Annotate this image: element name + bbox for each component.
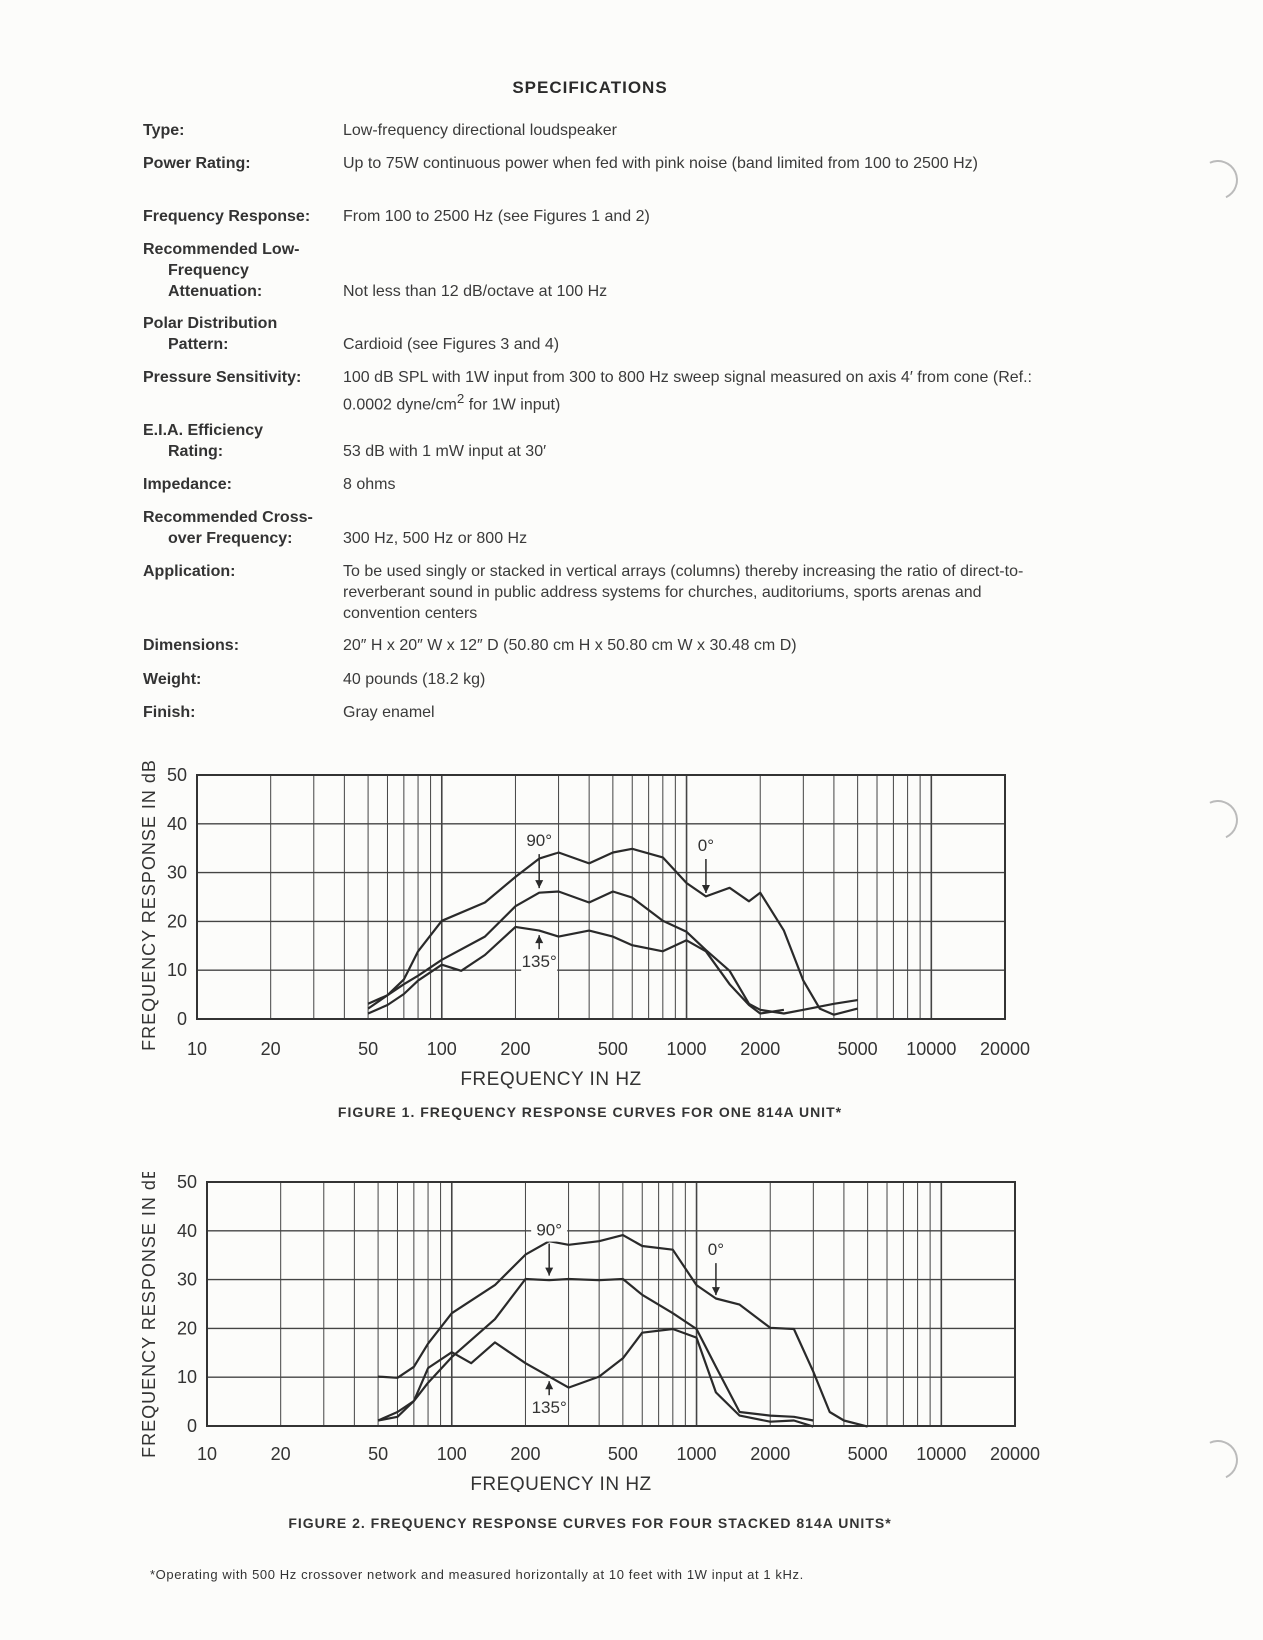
spec-value: 300 Hz, 500 Hz or 800 Hz [343,530,528,547]
x-tick-label: 500 [597,1039,628,1059]
spec-value-text: for 1W input) [464,396,561,414]
figure-1-caption: FIGURE 1. FREQUENCY RESPONSE CURVES FOR ONE 814A UNIT* [337,1104,843,1120]
spec-value: Low-frequency directional loudspeaker [343,122,617,139]
x-tick-label: 10 [186,1039,208,1059]
spec-label: Frequency Response: [143,208,311,225]
spec-label-line: Recommended Low- [143,241,300,258]
figure-1-svg [0,745,1060,1095]
x-tick-label: 1000 [676,1444,717,1464]
x-tick-label: 200 [500,1039,531,1059]
x-tick-label: 100 [436,1444,467,1464]
spec-label-line: Frequency [168,262,249,279]
spec-label-line: E.I.A. Efficiency [143,422,264,439]
spec-value: 8 ohms [343,476,396,493]
spec-label-line: Pattern: [168,336,229,353]
x-tick-label: 100 [426,1039,457,1059]
y-tick-label: 10 [166,960,187,981]
series-line-90deg [378,1279,813,1421]
annotation-arrowhead [545,1268,553,1276]
spec-label-line: Polar Distribution [143,315,278,332]
binder-hole [1192,154,1243,205]
x-tick-label: 50 [358,1039,379,1059]
spec-label: Finish: [143,704,196,721]
spec-label: Weight: [143,671,202,688]
y-axis-label: FREQUENCY RESPONSE IN dB [139,1172,159,1458]
spec-value [343,367,1043,415]
annotation-arrowhead [535,880,543,888]
x-tick-label: 5000 [837,1039,878,1059]
y-tick-label: 10 [176,1367,197,1388]
x-tick-label: 20 [260,1039,281,1059]
spec-label: Dimensions: [143,637,240,654]
x-tick-label: 200 [510,1444,541,1464]
x-tick-label: 2000 [750,1444,791,1464]
page-title: SPECIFICATIONS [512,78,668,97]
x-tick-label: 5000 [847,1444,888,1464]
x-tick-label: 20 [270,1444,291,1464]
spec-label-line: over Frequency: [168,530,293,547]
figure-2-svg [0,1172,1060,1492]
y-tick-label: 30 [166,862,187,883]
y-tick-label: 0 [176,1009,187,1029]
spec-label [143,239,343,302]
x-tick-label: 20000 [979,1039,1031,1059]
x-tick-label: 50 [368,1444,389,1464]
annotation-label: 135° [521,952,557,972]
spec-label [143,507,343,549]
binder-hole [1192,794,1243,845]
y-tick-label: 50 [166,765,187,785]
annotation-arrowhead [702,885,710,893]
spec-value: Up to 75W continuous power when fed with pink noise (band limited from 100 to 2500 Hz) [343,155,979,172]
x-tick-label: 1000 [666,1039,707,1059]
superscript-2: 2 [456,391,465,406]
spec-value: 20″ H x 20″ W x 12″ D (50.80 cm H x 50.80 cm W x 30.48 cm D) [343,637,797,654]
x-axis-label: FREQUENCY IN HZ [470,1474,652,1492]
x-axis-label: FREQUENCY IN HZ [460,1069,642,1090]
annotation-label: 0° [707,1240,725,1260]
spec-value: Not less than 12 dB/octave at 100 Hz [343,283,608,300]
binder-hole [1192,1434,1243,1485]
spec-value: 53 dB with 1 mW input at 30′ [343,443,547,460]
spec-value-text: 100 dB SPL with 1W input from 300 to 800 Hz sweep signal measured on axis 4′ from cone (Ref.: 0.0002 dyne/cm [343,369,1032,414]
spec-label: Type: [143,122,185,139]
y-tick-label: 20 [176,1318,197,1339]
x-tick-label: 10000 [916,1444,967,1464]
spec-label: Power Rating: [143,155,251,172]
spec-label-line: Rating: [168,443,224,460]
x-tick-label: 10000 [906,1039,957,1059]
spec-label-line: Recommended Cross- [143,509,313,526]
x-tick-label: 20000 [989,1444,1041,1464]
annotation-arrowhead [535,935,543,943]
y-tick-label: 0 [186,1416,197,1436]
x-tick-label: 500 [607,1444,638,1464]
annotation-arrowhead [712,1287,720,1295]
figure-2-chart [0,1172,1060,1497]
y-tick-label: 20 [166,911,187,932]
spec-label [143,313,343,355]
x-tick-label: 2000 [740,1039,781,1059]
spec-value: To be used singly or stacked in vertical arrays (columns) thereby increasing the ratio of direct-to-reverberant sound in public address systems for churches, auditoriums, sports arenas and convention centers [343,563,1024,622]
figure-2-caption: FIGURE 2. FREQUENCY RESPONSE CURVES FOR FOUR STACKED 814A UNITS* [288,1515,892,1531]
spec-label: Pressure Sensitivity: [143,369,302,386]
spec-label: Application: [143,563,236,580]
annotation-label: 0° [697,836,715,855]
y-tick-label: 30 [176,1269,197,1290]
y-tick-label: 50 [176,1172,197,1192]
figure-1-chart [0,745,1060,1100]
spec-label-line: Attenuation: [168,283,263,300]
spec-value: Gray enamel [343,704,435,721]
spec-value: 40 pounds (18.2 kg) [343,671,486,688]
spec-label: Impedance: [143,476,232,493]
spec-value: Cardioid (see Figures 3 and 4) [343,336,560,353]
spec-value: From 100 to 2500 Hz (see Figures 1 and 2) [343,208,650,225]
annotation-label: 135° [531,1398,567,1418]
y-tick-label: 40 [176,1220,197,1241]
y-axis-label: FREQUENCY RESPONSE IN dB [139,759,159,1051]
footnote: *Operating with 500 Hz crossover network and measured horizontally at 10 feet with 1W input at 1 kHz. [150,1567,804,1582]
plot-frame [207,1182,1015,1426]
spec-label [143,420,343,462]
x-tick-label: 10 [196,1444,218,1464]
annotation-label: 90° [526,831,553,851]
annotation-arrowhead [545,1381,553,1389]
y-tick-label: 40 [166,813,187,834]
annotation-label: 90° [536,1220,563,1240]
